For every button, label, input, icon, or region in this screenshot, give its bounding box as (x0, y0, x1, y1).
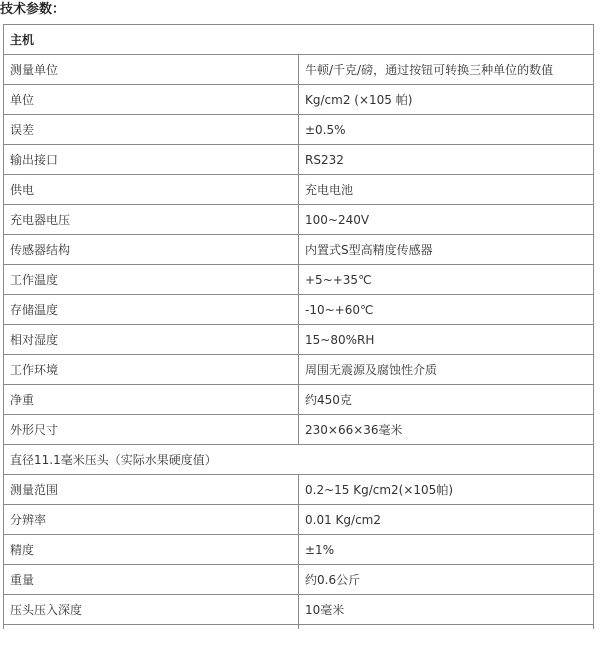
table-row (4, 535, 594, 565)
row-value: 100~240V (299, 205, 594, 235)
row-label: 传感器结构 (4, 235, 299, 265)
row-label: 供电 (4, 175, 299, 205)
table-tail-cell (4, 625, 299, 630)
row-label: 存储温度 (4, 295, 299, 325)
table-row (4, 595, 594, 625)
table-tail-row (4, 625, 594, 630)
table-row (4, 385, 594, 415)
section-heading: 技术参数： (0, 2, 66, 17)
row-label: 充电器电压 (4, 205, 299, 235)
spec-table (3, 24, 594, 629)
table-row (4, 505, 594, 535)
table-section-row (4, 445, 594, 475)
table-tail-cell (299, 625, 594, 630)
row-label: 重量 (4, 565, 299, 595)
row-value: 内置式S型高精度传感器 (299, 235, 594, 265)
row-value: 约450克 (299, 385, 594, 415)
row-value: 周围无震源及腐蚀性介质 (299, 355, 594, 385)
table-row (4, 235, 594, 265)
table-row (4, 115, 594, 145)
main-section-title: 主机 (4, 25, 594, 55)
table-row (4, 55, 594, 85)
row-value: ±1% (299, 535, 594, 565)
table-row (4, 325, 594, 355)
row-label: 净重 (4, 385, 299, 415)
table-row (4, 175, 594, 205)
row-label: 测量范围 (4, 475, 299, 505)
row-value: 充电电池 (299, 175, 594, 205)
row-value: +5~+35℃ (299, 265, 594, 295)
row-value: RS232 (299, 145, 594, 175)
row-value: 约0.6公斤 (299, 565, 594, 595)
row-label: 分辨率 (4, 505, 299, 535)
row-label: 精度 (4, 535, 299, 565)
row-value: 10毫米 (299, 595, 594, 625)
row-label: 测量单位 (4, 55, 299, 85)
table-row (4, 415, 594, 445)
row-value: -10~+60℃ (299, 295, 594, 325)
table-row (4, 475, 594, 505)
table-row (4, 565, 594, 595)
row-value: ±0.5% (299, 115, 594, 145)
table-row (4, 205, 594, 235)
table-row (4, 265, 594, 295)
row-label: 工作温度 (4, 265, 299, 295)
row-value: 230×66×36毫米 (299, 415, 594, 445)
table-section-row (4, 25, 594, 55)
row-value: 牛顿/千克/磅，通过按钮可转换三种单位的数值 (299, 55, 594, 85)
row-label: 压头压入深度 (4, 595, 299, 625)
row-value: 0.01 Kg/cm2 (299, 505, 594, 535)
probe-section-title: 直径11.1毫米压头（实际水果硬度值） (4, 445, 594, 475)
row-label: 单位 (4, 85, 299, 115)
table-row (4, 145, 594, 175)
table-row (4, 85, 594, 115)
row-label: 相对湿度 (4, 325, 299, 355)
row-value: 15~80%RH (299, 325, 594, 355)
row-label: 误差 (4, 115, 299, 145)
table-row (4, 295, 594, 325)
row-label: 输出接口 (4, 145, 299, 175)
row-label: 外形尺寸 (4, 415, 299, 445)
row-value: 0.2~15 Kg/cm2(×105帕) (299, 475, 594, 505)
row-value: Kg/cm2 (×105 帕) (299, 85, 594, 115)
table-row (4, 355, 594, 385)
row-label: 工作环境 (4, 355, 299, 385)
